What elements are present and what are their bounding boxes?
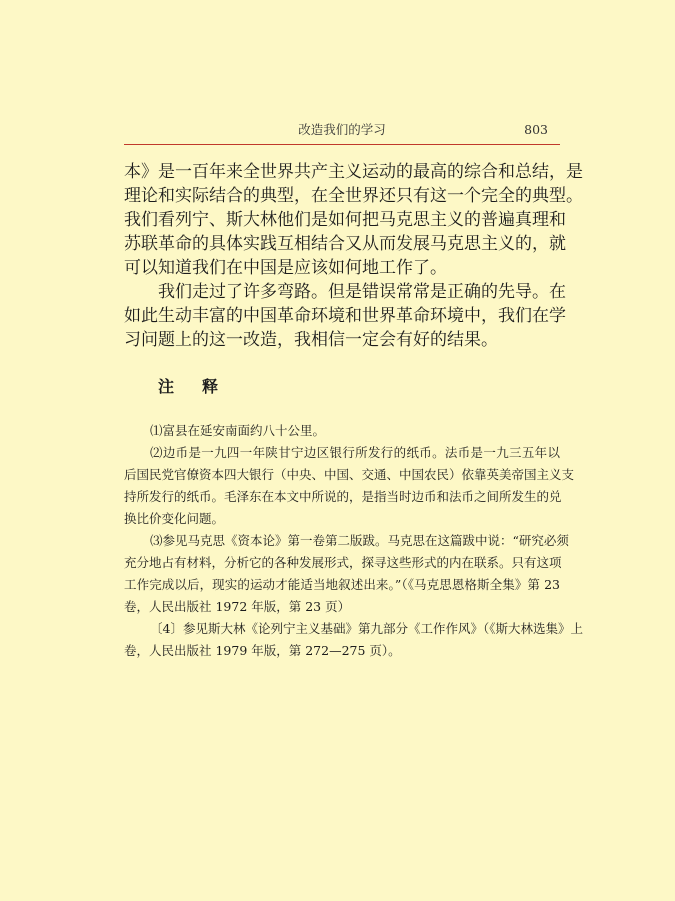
note-line: 卷，人民出版社 1972 年版，第 23 页） bbox=[124, 599, 351, 614]
page-number: 803 bbox=[524, 122, 548, 137]
note-line: 工作完成以后，现实的运动才能适当地叙述出来。”（《马克思恩格斯全集》第 23 bbox=[124, 577, 560, 592]
body-line: 我们看列宁、斯大林他们是如何把马克思主义的普遍真理和 bbox=[124, 210, 566, 230]
note-line: 后国民党官僚资本四大银行（中央、中国、交通、中国农民）依靠英美帝国主义支 bbox=[124, 467, 575, 482]
body-line: 可以知道我们在中国是应该如何地工作了。 bbox=[124, 258, 447, 278]
running-header bbox=[124, 122, 560, 140]
body-line: 我们走过了许多弯路。但是错误常常是正确的先导。在 bbox=[158, 282, 566, 302]
body-text bbox=[124, 160, 583, 352]
body-line: 理论和实际结合的典型，在全世界还只有这一个完全的典型。 bbox=[124, 186, 583, 206]
note-line: 充分地占有材料，分析它的各种发展形式，探寻这些形式的内在联系。只有这项 bbox=[124, 555, 562, 570]
note-line: 卷，人民出版社 1979 年版，第 272—275 页）。 bbox=[124, 643, 401, 658]
header-title: 改造我们的学习 bbox=[298, 122, 386, 137]
notes-list bbox=[124, 420, 583, 662]
body-line: 苏联革命的具体实践互相结合又从而发展马克思主义的，就 bbox=[124, 234, 566, 254]
note-line: ⑶参见马克思《资本论》第一卷第二版跋。马克思在这篇跋中说：“研究必须 bbox=[150, 533, 569, 548]
note-line: ⑴富县在延安南面约八十公里。 bbox=[150, 423, 326, 438]
header-rule bbox=[124, 144, 560, 145]
note-line: 〔4〕参见斯大林《论列宁主义基础》第九部分《工作作风》（《斯大林选集》上 bbox=[150, 621, 583, 636]
note-line: ⑵边币是一九四一年陕甘宁边区银行所发行的纸币。法币是一九三五年以 bbox=[150, 445, 560, 460]
body-line: 习问题上的这一改造，我相信一定会有好的结果。 bbox=[124, 330, 498, 350]
note-line: 换比价变化问题。 bbox=[124, 511, 225, 526]
body-line: 如此生动丰富的中国革命环境和世界革命环境中，我们在学 bbox=[124, 306, 566, 326]
body-line: 本》是一百年来全世界共产主义运动的最高的综合和总结，是 bbox=[124, 162, 583, 182]
note-line: 持所发行的纸币。毛泽东在本文中所说的，是指当时边币和法币之间所发生的兑 bbox=[124, 489, 562, 504]
notes-heading: 注释 bbox=[158, 377, 247, 396]
